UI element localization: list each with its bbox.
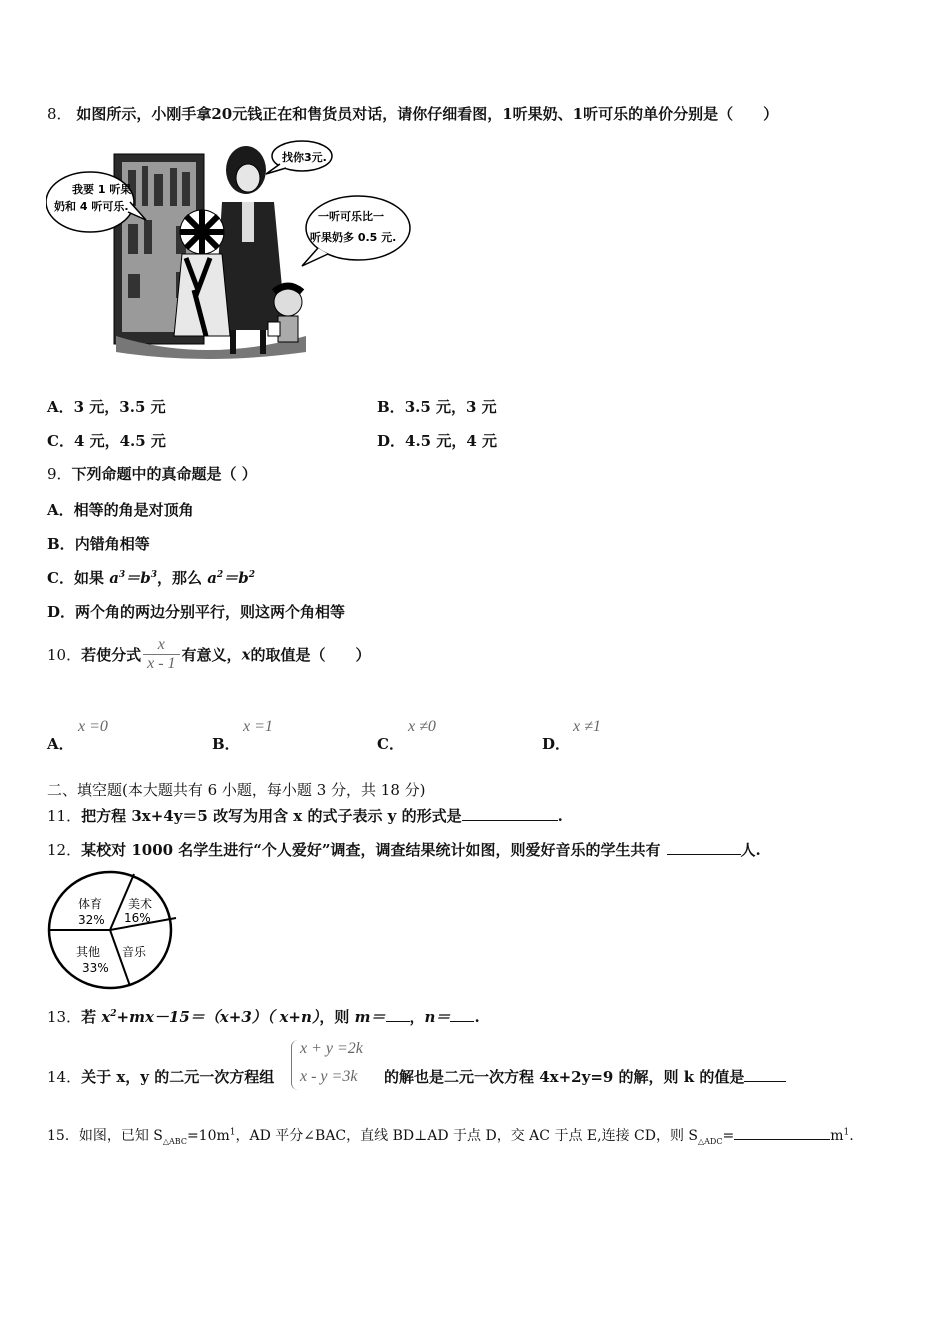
q10-option-a-letter[interactable]: A． — [47, 735, 74, 753]
bubble-left-line2: 奶和 4 听可乐. — [54, 200, 129, 213]
bubble-right-line2: 听果奶多 0.5 元. — [310, 231, 397, 244]
q8-option-c[interactable]: C．4 元，4.5 元 — [47, 432, 166, 450]
q9-option-a[interactable]: A．相等的角是对顶角 — [47, 501, 194, 519]
q15-stem: 15．如图，已知 $S_{\triangle ABC}=10m^1$，AD 平分∠BAC，直线 BD⊥AD 于点 D，交 AC 于点 E,连接 CD，则 $S_{\triangle ADC}= m^1$. — [47, 1125, 854, 1146]
q13-n-blank[interactable] — [450, 1007, 474, 1022]
q13-stem: 13．若 $x^2+mx-15=(x+3)$（ x+n），则 m＝ ，n＝ . — [47, 1008, 480, 1026]
q14-stem-post: 的解也是二元一次方程 4x+2y=9 的解，则 k 的值是 — [384, 1066, 786, 1087]
q10-option-d-math: x ≠1 — [573, 718, 601, 735]
q9-option-c[interactable]: C．如果 $a^3=b^3$，那么 $a^2=b^2$ — [47, 569, 255, 587]
hobby-pie-chart — [46, 868, 182, 992]
math-q13-expression: $x^2+mx-15=(x+3)$（ x+n） — [101, 1008, 320, 1026]
pie-label-sports: 体育 — [78, 897, 103, 911]
q13-m-blank[interactable] — [386, 1007, 410, 1022]
q11-stem: 11．把方程 3x+4y＝5 改写为用含 x 的式子表示 y 的形式是 . — [47, 807, 563, 825]
pie-label-art: 美术 — [128, 897, 153, 911]
q10-option-c-letter[interactable]: C． — [377, 735, 404, 753]
q10-option-c-math: x ≠0 — [408, 718, 436, 735]
section-2-heading: 二、填空题(本大题共有 6 小题，每小题 3 分，共 18 分) — [47, 781, 426, 799]
q9-stem: 9．下列命题中的真命题是（ ） — [47, 465, 257, 483]
equation-system-brace — [291, 1040, 298, 1090]
q8-stem: 8． 如图所示，小刚手拿20元钱正在和售货员对话，请你仔细看图，1听果奶、1听可乐的单价分别是（ ） — [47, 105, 779, 123]
pie-value-art: 16% — [124, 911, 151, 925]
pie-label-music: 音乐 — [122, 945, 147, 959]
shop-cartoon-illustration — [46, 140, 412, 362]
pie-value-other: 33% — [82, 961, 109, 975]
math-a3-eq-b3: $a^3=b^3$ — [109, 569, 157, 587]
q10-option-d-letter[interactable]: D． — [542, 735, 571, 753]
q11-answer-blank[interactable] — [462, 806, 558, 821]
q10-option-b-letter[interactable]: B． — [212, 735, 240, 753]
q9-option-b[interactable]: B．内错角相等 — [47, 535, 150, 553]
q14-stem-pre: 14．关于 x，y 的二元一次方程组 — [47, 1068, 275, 1086]
math-a2-eq-b2: $a^2=b^2$ — [207, 569, 255, 587]
q13-then: ，则 — [319, 1008, 355, 1026]
pie-label-other: 其他 — [76, 945, 101, 959]
q8-option-a[interactable]: A．3 元，3.5 元 — [47, 398, 166, 416]
saleswoman-face — [236, 164, 260, 192]
q10-stem: 10．若使分式 $\frac{x}{x - 1}$ 有意义，x的取值是（ ） — [47, 636, 371, 672]
bubble-top-text: 找你3元. — [282, 151, 327, 164]
bubble-left-line1: 我要 1 听果 — [72, 183, 132, 196]
q8-option-b[interactable]: B．3.5 元，3 元 — [377, 398, 497, 416]
bubble-right-line1: 一听可乐比一 — [318, 210, 384, 223]
q12-answer-blank[interactable] — [667, 840, 741, 855]
saleswoman-collar — [242, 202, 254, 242]
boy-body — [278, 316, 298, 342]
q9-option-d[interactable]: D．两个角的两边分别平行，则这两个角相等 — [47, 603, 346, 621]
q14-answer-blank[interactable] — [744, 1067, 786, 1082]
pie-value-sports: 32% — [78, 913, 105, 927]
q10-option-a-math: x =0 — [78, 718, 108, 735]
q15-answer-blank[interactable] — [734, 1125, 830, 1140]
q14-equation-2: x - y =3k — [300, 1068, 358, 1085]
q14-equation-1: x + y =2k — [300, 1040, 363, 1057]
q10-option-b-math: x =1 — [243, 718, 273, 735]
boy-book — [268, 322, 280, 336]
q12-stem: 12．某校对 1000 名学生进行“个人爱好”调查，调查结果统计如图，则爱好音乐的学生共有 人. — [47, 841, 761, 859]
fraction-x-over-x-minus-1: $\frac{x}{x - 1}$ — [143, 636, 179, 673]
q8-option-d[interactable]: D．4.5 元，4 元 — [377, 432, 497, 450]
